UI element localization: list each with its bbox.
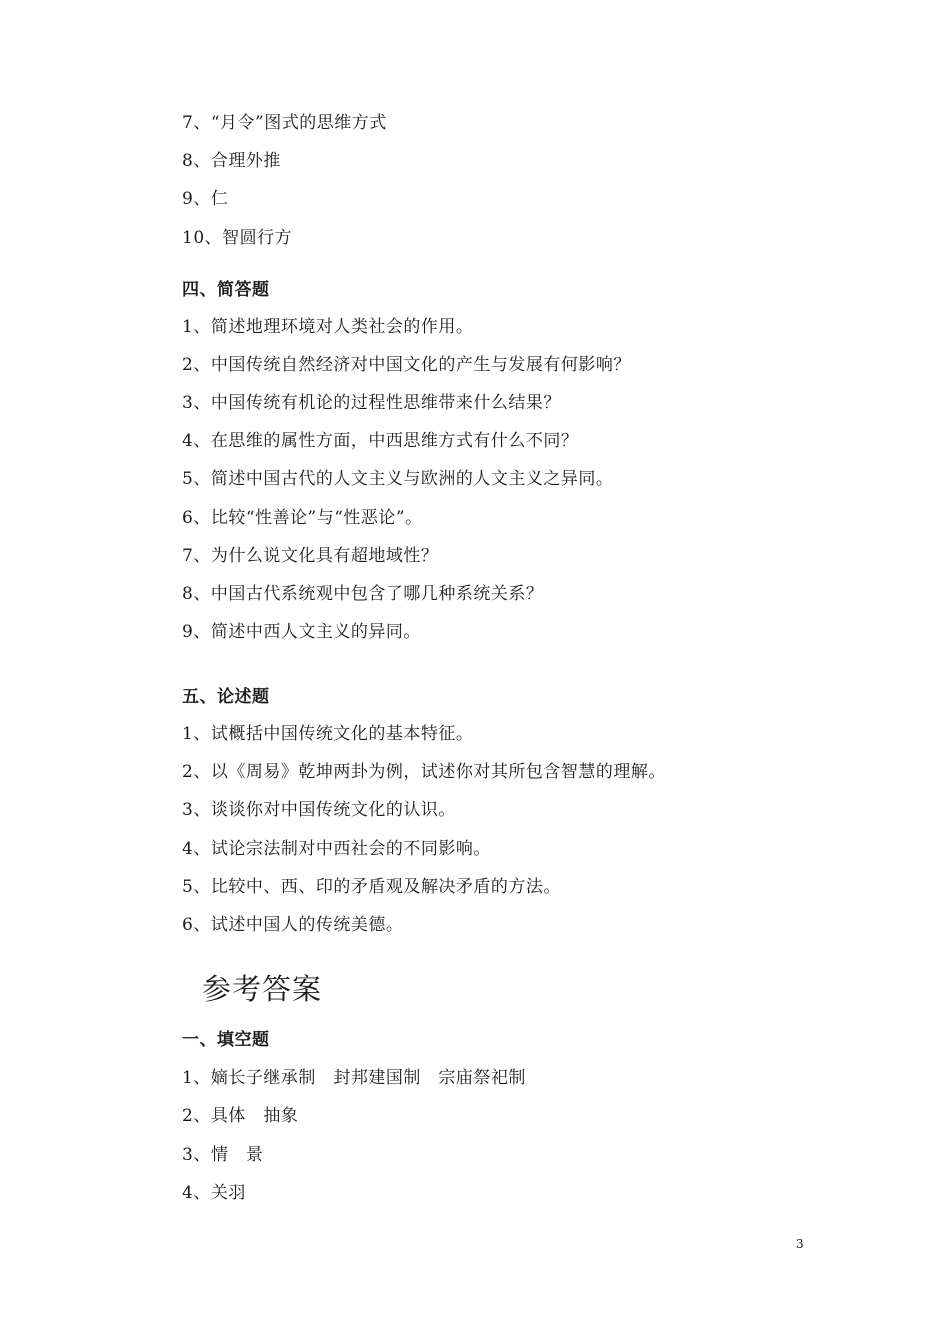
- answer-item: 4、关羽: [182, 1183, 246, 1203]
- list-item: 10、智圆行方: [182, 228, 293, 248]
- list-item: 7、为什么说文化具有超地域性？: [182, 546, 439, 566]
- list-item: 6、比较“性善论”与“性恶论”。: [182, 508, 423, 528]
- section-heading-short-answer: 四、简答题: [182, 280, 270, 300]
- list-item: 2、中国传统自然经济对中国文化的产生与发展有何影响？: [182, 355, 631, 375]
- list-item: 4、试论宗法制对中西社会的不同影响。: [182, 839, 491, 859]
- answers-title: 参考答案: [202, 972, 323, 1006]
- list-item: 1、简述地理环境对人类社会的作用。: [182, 317, 474, 337]
- list-item: 8、合理外推: [182, 151, 281, 171]
- list-item: 7、“月令”图式的思维方式: [182, 113, 387, 133]
- section-heading-essay: 五、论述题: [182, 687, 270, 707]
- list-item: 1、试概括中国传统文化的基本特征。: [182, 724, 474, 744]
- list-item: 9、仁: [182, 189, 229, 209]
- list-item: 5、比较中、西、印的矛盾观及解决矛盾的方法。: [182, 877, 561, 897]
- list-item: 3、谈谈你对中国传统文化的认识。: [182, 800, 456, 820]
- answer-item: 3、情 景: [182, 1145, 264, 1165]
- page-number: 3: [796, 1237, 804, 1251]
- list-item: 2、以《周易》乾坤两卦为例，试述你对其所包含智慧的理解。: [182, 762, 666, 782]
- list-item: 8、中国古代系统观中包含了哪几种系统关系？: [182, 584, 544, 604]
- list-item: 6、试述中国人的传统美德。: [182, 915, 404, 935]
- list-item: 4、在思维的属性方面，中西思维方式有什么不同？: [182, 431, 579, 451]
- section-heading-fill-in: 一、填空题: [182, 1030, 270, 1050]
- answer-item: 2、具体 抽象: [182, 1106, 299, 1126]
- answer-item: 1、嫡长子继承制 封邦建国制 宗庙祭祀制: [182, 1068, 526, 1088]
- list-item: 5、简述中国古代的人文主义与欧洲的人文主义之异同。: [182, 469, 614, 489]
- list-item: 9、简述中西人文主义的异同。: [182, 622, 421, 642]
- list-item: 3、中国传统有机论的过程性思维带来什么结果？: [182, 393, 561, 413]
